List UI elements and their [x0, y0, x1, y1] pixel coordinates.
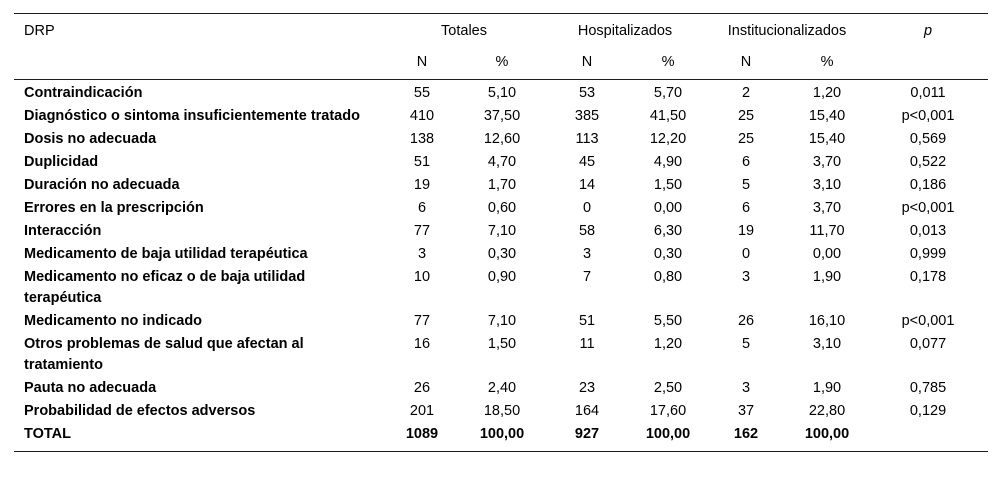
cell-p-value: 0,129	[909, 403, 947, 419]
cell-hospitalizados-pct: 41,50	[649, 108, 687, 124]
cell-totales-n: 10	[413, 269, 431, 285]
header-hospitalizados: Hospitalizados	[577, 23, 673, 39]
cell-institucionalizados-n: 6	[741, 154, 751, 170]
cell-totales-pct: 100,00	[479, 426, 525, 442]
row-label: Dosis no adecuada	[24, 131, 157, 147]
cell-hospitalizados-pct: 0,00	[653, 200, 683, 216]
cell-hospitalizados-pct: 0,30	[653, 246, 683, 262]
table-row	[14, 243, 988, 266]
cell-institucionalizados-pct: 3,10	[812, 336, 842, 352]
table-row	[14, 80, 988, 106]
cell-totales-n: 201	[409, 403, 435, 419]
cell-totales-pct: 2,40	[487, 380, 517, 396]
row-label: Medicamento no indicado	[24, 313, 203, 329]
cell-totales-pct: 7,10	[487, 223, 517, 239]
cell-institucionalizados-pct: 3,70	[812, 200, 842, 216]
cell-institucionalizados-n: 5	[741, 336, 751, 352]
cell-institucionalizados-n: 25	[737, 131, 755, 147]
row-label: Medicamento no eficaz o de baja utilidad terapéutica	[24, 269, 306, 306]
cell-p-value: 0,013	[909, 223, 947, 239]
cell-hospitalizados-pct: 0,80	[653, 269, 683, 285]
table-header	[14, 14, 988, 80]
cell-hospitalizados-n: 11	[579, 336, 595, 352]
cell-totales-pct: 7,10	[487, 313, 517, 329]
cell-hospitalizados-pct: 2,50	[653, 380, 683, 396]
cell-hospitalizados-n: 14	[578, 177, 596, 193]
cell-totales-pct: 4,70	[487, 154, 517, 170]
row-label: Duración no adecuada	[24, 177, 180, 193]
cell-institucionalizados-n: 26	[737, 313, 755, 329]
table-body	[14, 80, 988, 452]
cell-totales-n: 19	[413, 177, 431, 193]
cell-totales-pct: 18,50	[483, 403, 521, 419]
cell-totales-pct: 1,70	[487, 177, 517, 193]
row-label: Pauta no adecuada	[24, 380, 157, 396]
cell-institucionalizados-n: 3	[741, 269, 751, 285]
subheader-hospitalizados-pct: %	[630, 48, 706, 80]
cell-totales-pct: 1,50	[487, 336, 517, 352]
cell-p-value: p<0,001	[901, 108, 955, 124]
cell-institucionalizados-n: 25	[737, 108, 755, 124]
table-row	[14, 174, 988, 197]
drp-table	[14, 13, 988, 452]
cell-institucionalizados-pct: 3,10	[812, 177, 842, 193]
cell-hospitalizados-pct: 6,30	[653, 223, 683, 239]
row-label: TOTAL	[24, 426, 71, 442]
cell-institucionalizados-n: 2	[741, 85, 751, 101]
cell-hospitalizados-pct: 12,20	[649, 131, 687, 147]
cell-hospitalizados-n: 0	[582, 200, 592, 216]
cell-totales-n: 77	[413, 223, 431, 239]
cell-hospitalizados-n: 3	[582, 246, 592, 262]
header-p-value: p	[923, 23, 933, 39]
subheader-hospitalizados-n: N	[544, 48, 630, 80]
cell-totales-n: 410	[409, 108, 435, 124]
cell-institucionalizados-pct: 22,80	[808, 403, 846, 419]
cell-p-value: 0,522	[909, 154, 947, 170]
cell-hospitalizados-pct: 17,60	[649, 403, 687, 419]
cell-totales-n: 16	[413, 336, 431, 352]
cell-p-value: 0,999	[909, 246, 947, 262]
cell-totales-n: 77	[413, 313, 431, 329]
cell-p-value: 0,569	[909, 131, 947, 147]
cell-totales-pct: 5,10	[487, 85, 517, 101]
cell-p-value: 0,178	[909, 269, 947, 285]
cell-totales-n: 3	[417, 246, 427, 262]
cell-hospitalizados-pct: 5,50	[653, 313, 683, 329]
cell-hospitalizados-pct: 4,90	[653, 154, 683, 170]
cell-p-value: 0,011	[910, 85, 946, 101]
cell-totales-n: 6	[417, 200, 427, 216]
subheader-p-empty	[868, 48, 988, 80]
cell-p-value: p<0,001	[901, 200, 955, 216]
cell-institucionalizados-n: 6	[741, 200, 751, 216]
cell-hospitalizados-pct: 5,70	[653, 85, 683, 101]
cell-totales-pct: 0,90	[487, 269, 517, 285]
subheader-row	[14, 48, 988, 80]
cell-hospitalizados-n: 58	[578, 223, 596, 239]
subheader-totales-pct: %	[460, 48, 544, 80]
cell-hospitalizados-n: 113	[575, 131, 599, 147]
cell-institucionalizados-n: 162	[733, 426, 759, 442]
cell-totales-n: 138	[409, 131, 435, 147]
cell-hospitalizados-n: 385	[574, 108, 600, 124]
table-row	[14, 423, 988, 452]
row-label: Diagnóstico o sintoma insuficientemente tratado	[24, 108, 360, 124]
row-label: Duplicidad	[24, 154, 99, 170]
cell-totales-pct: 0,30	[487, 246, 517, 262]
cell-institucionalizados-n: 19	[737, 223, 755, 239]
row-label: Interacción	[24, 223, 102, 239]
table-row	[14, 151, 988, 174]
subheader-institucionalizados-pct: %	[786, 48, 868, 80]
row-label: Probabilidad de efectos adversos	[24, 403, 256, 419]
cell-institucionalizados-pct: 1,90	[812, 380, 842, 396]
cell-totales-pct: 0,60	[487, 200, 517, 216]
cell-hospitalizados-pct: 1,20	[653, 336, 683, 352]
cell-institucionalizados-n: 0	[741, 246, 751, 262]
table-row	[14, 197, 988, 220]
row-label: Medicamento de baja utilidad terapéutica	[24, 246, 308, 262]
cell-institucionalizados-pct: 1,90	[812, 269, 842, 285]
cell-institucionalizados-pct: 100,00	[804, 426, 850, 442]
subheader-totales-n: N	[384, 48, 460, 80]
cell-hospitalizados-pct: 1,50	[653, 177, 683, 193]
cell-totales-n: 55	[413, 85, 431, 101]
subheader-empty	[14, 48, 384, 80]
table-row	[14, 377, 988, 400]
header-totales: Totales	[441, 23, 487, 39]
cell-p-value: 0,186	[909, 177, 947, 193]
cell-hospitalizados-n: 7	[582, 269, 592, 285]
cell-institucionalizados-pct: 15,40	[808, 131, 846, 147]
cell-institucionalizados-pct: 15,40	[808, 108, 846, 124]
row-label: Contraindicación	[24, 85, 143, 101]
cell-p-value: p<0,001	[901, 313, 955, 329]
cell-hospitalizados-n: 23	[578, 380, 596, 396]
cell-institucionalizados-n: 3	[741, 380, 751, 396]
cell-totales-n: 26	[413, 380, 431, 396]
cell-hospitalizados-n: 51	[578, 313, 596, 329]
table-row	[14, 310, 988, 333]
cell-totales-n: 51	[413, 154, 431, 170]
table-row	[14, 400, 988, 423]
cell-institucionalizados-n: 37	[737, 403, 755, 419]
table-row	[14, 220, 988, 243]
row-label: Otros problemas de salud que afectan al tratamiento	[24, 336, 304, 373]
cell-totales-n: 1089	[405, 426, 439, 442]
group-header-row	[14, 14, 988, 49]
cell-hospitalizados-n: 45	[578, 154, 596, 170]
cell-hospitalizados-pct: 100,00	[645, 426, 691, 442]
cell-institucionalizados-pct: 3,70	[812, 154, 842, 170]
cell-p-value	[868, 423, 988, 452]
table-row	[14, 128, 988, 151]
cell-p-value: 0,785	[909, 380, 947, 396]
header-institucionalizados: Institucionalizados	[727, 23, 847, 39]
row-label: Errores en la prescripción	[24, 200, 204, 216]
cell-institucionalizados-pct: 1,20	[812, 85, 842, 101]
cell-institucionalizados-pct: 11,70	[809, 223, 845, 239]
cell-p-value: 0,077	[909, 336, 947, 352]
cell-institucionalizados-pct: 16,10	[808, 313, 846, 329]
cell-hospitalizados-n: 927	[574, 426, 600, 442]
cell-institucionalizados-pct: 0,00	[812, 246, 842, 262]
header-drp: DRP	[24, 23, 55, 39]
cell-totales-pct: 37,50	[483, 108, 521, 124]
table-row	[14, 333, 988, 377]
subheader-institucionalizados-n: N	[706, 48, 786, 80]
cell-hospitalizados-n: 164	[574, 403, 600, 419]
cell-totales-pct: 12,60	[483, 131, 521, 147]
cell-institucionalizados-n: 5	[741, 177, 751, 193]
cell-hospitalizados-n: 53	[578, 85, 596, 101]
table-row	[14, 266, 988, 310]
table-row	[14, 105, 988, 128]
